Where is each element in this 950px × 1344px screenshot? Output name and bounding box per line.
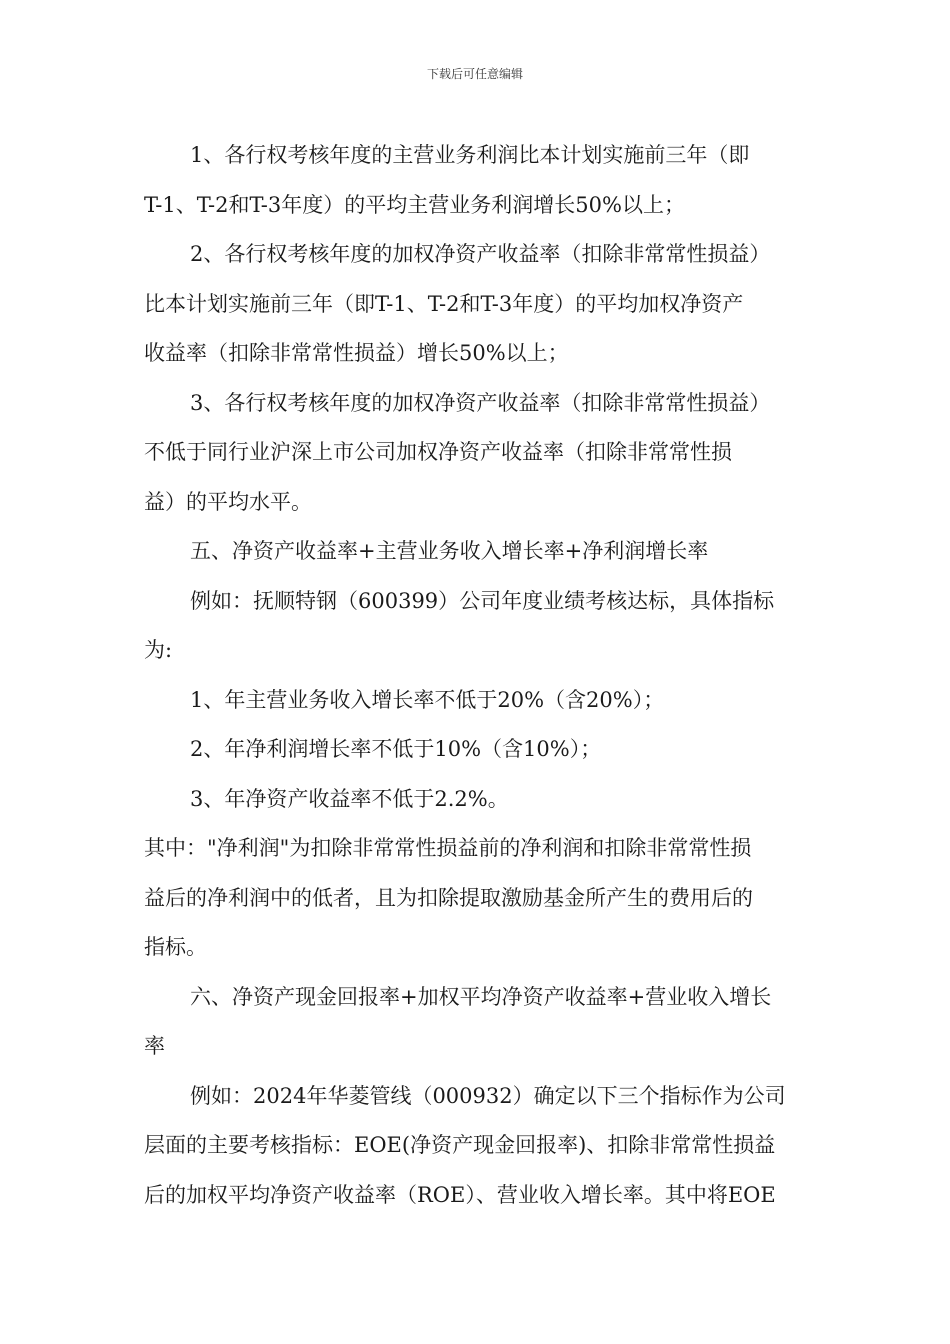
text-line: 例如：抚顺特钢（600399）公司年度业绩考核达标，具体指标 — [190, 588, 775, 613]
document-body — [144, 131, 806, 1220]
text-line: 1、各行权考核年度的主营业务利润比本计划实施前三年（即 — [190, 143, 750, 167]
text-line: 指标。 — [144, 935, 207, 959]
text-line: T-1、T-2和T-3年度）的平均主营业务利润增长50%以上； — [144, 192, 685, 217]
section-heading: 六、净资产现金回报率+加权平均净资产收益率+营业收入增长 — [190, 984, 772, 1009]
page-header: 下载后可任意编辑 — [426, 67, 523, 81]
text-line: 益）的平均水平。 — [144, 489, 312, 514]
section-heading: 五、净资产收益率+主营业务收入增长率+净利润增长率 — [190, 539, 709, 563]
text-line: 2、各行权考核年度的加权净资产收益率（扣除非常常性损益） — [190, 242, 771, 266]
text-line: 为: — [144, 638, 173, 662]
text-line: 2、年净利润增长率不低于10%（含10%）； — [190, 737, 602, 761]
text-line: 例如：2024年华菱管线（000932）确定以下三个指标作为公司 — [190, 1083, 786, 1108]
text-line: 3、年净资产收益率不低于2.2%。 — [190, 786, 509, 811]
text-line: 1、年主营业务收入增长率不低于20%（含20%）； — [190, 687, 665, 712]
text-line: 后的加权平均净资产收益率（ROE）、营业收入增长率。其中将EOE — [144, 1182, 776, 1207]
text-line: 益后的净利润中的低者，且为扣除提取激励基金所产生的费用后的 — [144, 885, 753, 910]
text-line: 3、各行权考核年度的加权净资产收益率（扣除非常常性损益） — [190, 390, 771, 415]
text-line: 不低于同行业沪深上市公司加权净资产收益率（扣除非常常性损 — [144, 440, 732, 464]
text-line: 率 — [144, 1034, 165, 1058]
text-line: 比本计划实施前三年（即T-1、T-2和T-3年度）的平均加权净资产 — [144, 291, 744, 316]
text-line: 其中："净利润"为扣除非常常性损益前的净利润和扣除非常常性损 — [144, 836, 752, 860]
text-line: 层面的主要考核指标：EOE(净资产现金回报率)、扣除非常常性损益 — [144, 1133, 776, 1157]
text-line: 收益率（扣除非常常性损益）增长50%以上； — [144, 341, 569, 365]
